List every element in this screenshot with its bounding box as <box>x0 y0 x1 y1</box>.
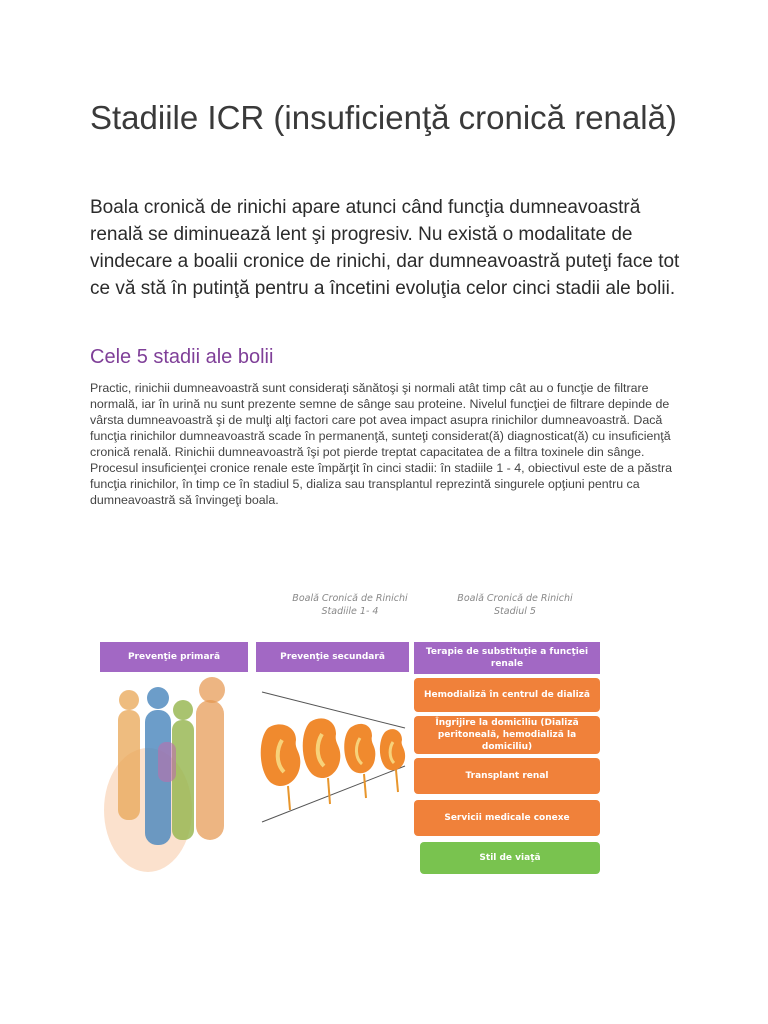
perspective-line-top <box>262 692 405 728</box>
secondary-prevention-box: Prevenţie secundară <box>256 642 409 672</box>
primary-prevention-box: Prevenţie primară <box>100 642 248 672</box>
caption-stages-1-4: Boală Cronică de Rinichi Stadiile 1- 4 <box>292 593 408 617</box>
kidney-icon-3 <box>344 724 375 798</box>
hemodialysis-center-box: Hemodializă în centrul de dializă <box>414 678 600 712</box>
page-title: Stadiile ICR (insuficienţă cronică renală) <box>90 99 677 136</box>
kidney-icon-4 <box>380 729 405 792</box>
body-paragraph: Practic, rinichii dumneavoastră sunt consideraţi sănătoşi şi normali atât timp cât au o funcţie de filtrare normală, iar în urină nu sunt prezente semne de sânge sau proteine. Nivelul funcţiei de filtrare depinde de vârsta dumneavoastră şi de mulţi alţi factori care pot avea impact asupra rinichilor dumneavoastră. Dacă funcţia rinichilor dumneavoastră scade în permanenţă, sunteţi considerat(ă) diagnosticat(ă) cu insuficienţă cronică renală. Rinichii dumneavoastră îşi pot pierde treptat capacitatea de a filtra toxinele din sânge. Procesul insuficienţei cronice renale este împărţit în cinci stadii: în stadiile 1 - 4, obiectivul este de a păstra funcţia rinichilor, în timp ce în stadiul 5, dializa sau transplantul reprezintă singurele opţiuni pentru ca dumneavoastră să învingeţi boala. <box>90 381 672 507</box>
kidney-transplant-box: Transplant renal <box>414 758 600 794</box>
home-care-box: Îngrijire la domiciliu (Dializă peritoneală, hemodializă la domiciliu) <box>414 716 600 754</box>
caption-stage-5: Boală Cronică de Rinichi Stadiul 5 <box>457 593 573 617</box>
people-illustration <box>104 677 225 872</box>
lead-paragraph: Boala cronică de rinichi apare atunci când funcţia dumneavoastră renală se diminuează lent şi progresiv. Nu există o modalitate de vindecare a boalii cronice de rinichi, dar dumneavoastră puteţi face tot ce vă stă în putinţă pentru a încetini evoluţia celor cinci stadii ale bolii. <box>90 197 680 299</box>
ckd-stages-figure <box>0 560 768 900</box>
figure-illustration <box>0 560 768 900</box>
lifestyle-box: Stil de viaţă <box>420 842 600 874</box>
kidney-icon-1 <box>261 724 301 810</box>
section-heading: Cele 5 stadii ale bolii <box>90 346 274 368</box>
related-services-box: Servicii medicale conexe <box>414 800 600 836</box>
replacement-therapy-box: Terapie de substituţie a funcţiei renale <box>414 642 600 674</box>
kidney-icon-2 <box>303 718 341 804</box>
